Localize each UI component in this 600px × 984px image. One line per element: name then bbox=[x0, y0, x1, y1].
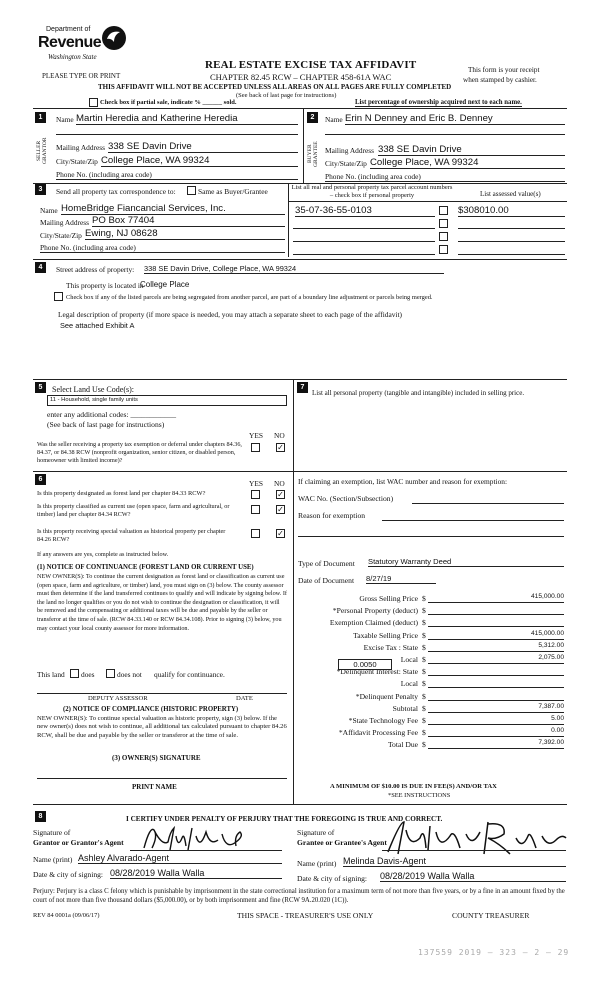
section-5-number: 5 bbox=[35, 382, 46, 393]
assessed-value-1[interactable]: $308010.00 bbox=[458, 205, 565, 217]
section-6-number: 6 bbox=[35, 474, 46, 485]
s8-grantor-name-label: Name (print) bbox=[33, 855, 73, 864]
s6-q2-yes-checkbox[interactable] bbox=[251, 505, 260, 514]
receipt-note-2: when stamped by cashier. bbox=[463, 76, 537, 84]
s7-minimum-note: A MINIMUM OF $10.00 IS DUE IN FEE(S) AND/OR TAX bbox=[330, 783, 497, 790]
s4-street-label: Street address of property: bbox=[56, 265, 135, 274]
section-3-number: 3 bbox=[35, 184, 46, 195]
s1-mailing-value[interactable]: 338 SE Davin Drive bbox=[108, 141, 298, 153]
form-chapter: CHAPTER 82.45 RCW – CHAPTER 458-61A WAC bbox=[210, 72, 392, 82]
s7-doc-date-label: Date of Document bbox=[298, 576, 355, 585]
fee-row-dollar: $ bbox=[422, 716, 426, 725]
s8-grantee-name[interactable]: Melinda Davis-Agent bbox=[343, 856, 566, 867]
fee-row-dollar: $ bbox=[422, 728, 426, 737]
ownership-note: List percentage of ownership acquired next to each name. bbox=[355, 99, 522, 106]
s5-no-label: NO bbox=[274, 431, 285, 440]
fee-row-amount[interactable]: 0.00 bbox=[428, 727, 564, 737]
s7-doc-type-label: Type of Document bbox=[298, 559, 355, 568]
fee-row-dollar: $ bbox=[422, 631, 426, 640]
local-rate-value: 0.0050 bbox=[353, 660, 377, 669]
fee-row-label: Local bbox=[400, 655, 418, 664]
fee-row-dollar: $ bbox=[422, 618, 426, 627]
s4-located-value[interactable]: College Place bbox=[140, 280, 190, 289]
section-1-number: 1 bbox=[35, 112, 46, 123]
s6-print-name-label: PRINT NAME bbox=[132, 783, 177, 791]
s4-segregated-label: Check box if any of the listed parcels are being segregated from another parcel, are part of a boundary line adjustment or parcels being merged. bbox=[66, 294, 433, 301]
s3-mailing-label: Mailing Address bbox=[40, 218, 90, 227]
s4-street-value[interactable]: 338 SE Davin Drive, College Place, WA 99324 bbox=[144, 264, 444, 274]
s6-qualify: qualify for continuance. bbox=[154, 670, 225, 679]
grantee-signature[interactable] bbox=[380, 818, 570, 858]
s7-reason-line-2 bbox=[298, 536, 564, 537]
same-as-buyer-label: Same as Buyer/Grantee bbox=[198, 187, 268, 196]
s6-no-label: NO bbox=[274, 479, 285, 488]
fee-row-label: *Affidavit Processing Fee bbox=[338, 728, 418, 737]
s7-doc-date-value[interactable]: 8/27/19 bbox=[366, 574, 436, 584]
s2-phone-label: Phone No. (including area code) bbox=[325, 172, 565, 182]
s1-name-value[interactable]: Martin Heredia and Katherine Heredia bbox=[76, 113, 298, 125]
s6-notice1-title: (1) NOTICE OF CONTINUANCE (FOREST LAND OR CURRENT USE) bbox=[37, 564, 254, 571]
personal-property-checkbox-4[interactable] bbox=[439, 245, 448, 254]
sec3-parcel-divider bbox=[288, 183, 289, 257]
s8-grantor-sig-label-2: Grantor or Grantor's Agent bbox=[33, 838, 124, 847]
s6-q1: Is this property designated as forest land per chapter 84.33 RCW? bbox=[37, 490, 206, 497]
s6-q3: Is this property receiving special valuation as historical property per chapter 84.26 RCW? bbox=[37, 528, 226, 543]
parcel-line-2 bbox=[293, 228, 435, 229]
fee-row-label: Taxable Selling Price bbox=[353, 631, 418, 640]
sec12-divider bbox=[303, 108, 304, 184]
s6-notice2-body: NEW OWNER(S): To continue special valuation as historic property, sign (3) below. If the new owner(s) does not wish to continue, all additional tax calculated pursuant to chapter 84.26 RCW, shall be due and payable by the seller or transferor at the time of sale. bbox=[37, 715, 287, 739]
s3-send-label: Send all property tax correspondence to: bbox=[56, 187, 176, 196]
s4-located-label: This property is located in bbox=[66, 281, 144, 290]
buyer-grantee-label: BUYER GRANTEE bbox=[307, 141, 319, 167]
fee-row-dollar: $ bbox=[422, 667, 426, 676]
fee-row-amount[interactable]: 2,075.00 bbox=[428, 654, 564, 664]
s5-additional-label: enter any additional codes: ____________ bbox=[47, 410, 177, 419]
s7-reason-line bbox=[382, 520, 564, 521]
fee-row-amount[interactable] bbox=[428, 617, 564, 627]
fee-row-dollar: $ bbox=[422, 643, 426, 652]
fee-row-dollar: $ bbox=[422, 740, 426, 749]
s8-grantor-date[interactable]: 08/28/2019 Walla Walla bbox=[110, 868, 282, 879]
s1-mailing-label: Mailing Address bbox=[56, 143, 106, 152]
fee-row-dollar: $ bbox=[422, 655, 426, 664]
s7-exemption-claim: If claiming an exemption, list WAC number and reason for exemption: bbox=[298, 477, 508, 486]
s1-city-value[interactable]: College Place, WA 99324 bbox=[101, 155, 298, 167]
s3-mailing-value[interactable]: PO Box 77404 bbox=[92, 215, 285, 227]
county-treasurer: COUNTY TREASURER bbox=[452, 911, 530, 920]
s6-q2: Is this property classified as current use (open space, farm and agricultural, or timber) land per chapter 84.34 RCW? bbox=[37, 503, 230, 518]
assessed-line-2 bbox=[458, 228, 565, 229]
s5-see-back: (See back of last page for instructions) bbox=[47, 420, 165, 429]
s5-land-use-label: Select Land Use Code(s): bbox=[52, 385, 134, 394]
s6-q3-yes-checkbox[interactable] bbox=[251, 529, 260, 538]
s7-doc-type-value[interactable]: Statutory Warranty Deed bbox=[368, 557, 564, 567]
s8-grantor-sig-label-1: Signature of bbox=[33, 828, 71, 837]
section-4-number: 4 bbox=[35, 262, 46, 273]
local-rate-box[interactable] bbox=[338, 659, 392, 670]
s8-grantee-date[interactable]: 08/28/2019 Walla Walla bbox=[380, 871, 566, 882]
s8-grantor-date-label: Date & city of signing: bbox=[33, 870, 104, 879]
section-8-number: 8 bbox=[35, 811, 46, 822]
s8-certify: I CERTIFY UNDER PENALTY OF PERJURY THAT THE FOREGOING IS TRUE AND CORRECT. bbox=[126, 815, 443, 823]
s6-assessor-line bbox=[37, 693, 287, 694]
parcel-header: List all real and personal property tax parcel account numbers – check box if personal property bbox=[291, 184, 453, 199]
s6-deputy-label: DEPUTY ASSESSOR bbox=[88, 695, 148, 702]
dor-swirl-icon bbox=[100, 24, 128, 52]
s7-personal-property: List all personal property (tangible and intangible) included in selling price. bbox=[312, 389, 525, 397]
sec6-top-rule bbox=[33, 471, 293, 472]
dept-line2: Revenue bbox=[38, 34, 102, 51]
sec8-top-rule bbox=[33, 804, 567, 805]
s8-perjury: Perjury: Perjury is a class C felony which is punishable by imprisonment in the state correctional institution for a maximum term of not more than five years, or by a fine in an amount fixed by the court of not more than five thousand dollars ($5,000.00), or by both imprisonment and fine (RCW 9A.20.020 (1C)). bbox=[33, 888, 565, 904]
s6-yes-label: YES bbox=[249, 479, 263, 488]
s6-does-checkbox[interactable] bbox=[70, 669, 79, 678]
fee-row-amount[interactable]: 415,000.00 bbox=[428, 630, 564, 640]
s2-city-value[interactable]: College Place, WA 99324 bbox=[370, 157, 565, 169]
same-as-buyer-checkbox[interactable] bbox=[187, 186, 196, 195]
top-rule bbox=[33, 108, 567, 109]
s8-grantee-date-label: Date & city of signing: bbox=[297, 874, 368, 883]
s1-name-label: Name bbox=[56, 115, 74, 124]
fee-row-amount[interactable]: 7,387.00 bbox=[428, 703, 564, 713]
s6-q1-no-checkbox[interactable]: ✓ bbox=[277, 490, 284, 499]
fee-row-amount[interactable]: 7,392.00 bbox=[428, 739, 564, 749]
fee-row-amount[interactable] bbox=[428, 691, 564, 701]
sec5-top-rule bbox=[33, 379, 567, 380]
personal-property-checkbox-1[interactable] bbox=[439, 206, 448, 215]
s6-does-not-checkbox[interactable] bbox=[106, 669, 115, 678]
grantor-sig-line bbox=[130, 850, 282, 851]
recording-stamp: 137559 2019 — 323 — 2 — 29 bbox=[418, 948, 570, 957]
personal-property-checkbox-3[interactable] bbox=[439, 232, 448, 241]
fee-row-amount[interactable]: 415,000.00 bbox=[428, 593, 564, 603]
s3-phone-label: Phone No. (including area code) bbox=[40, 243, 285, 253]
s6-q3-no-checkbox[interactable]: ✓ bbox=[277, 529, 284, 538]
s6-q2-no-checkbox[interactable]: ✓ bbox=[277, 505, 284, 514]
s8-grantor-name[interactable]: Ashley Alvarado-Agent bbox=[78, 853, 282, 864]
s2-mailing-label: Mailing Address bbox=[325, 146, 375, 155]
s7-wac-label: WAC No. (Section/Subsection) bbox=[298, 494, 394, 503]
land-use-value: 11 - Household, single family units bbox=[50, 397, 138, 403]
receipt-note-1: This form is your receipt bbox=[468, 66, 540, 74]
section-2-number: 2 bbox=[307, 112, 318, 123]
fee-row-label: Subtotal bbox=[392, 704, 418, 713]
fee-row-label: *Delinquent Interest: State bbox=[336, 667, 418, 676]
fee-row-label: Gross Selling Price bbox=[359, 594, 418, 603]
fee-row-amount[interactable] bbox=[428, 605, 564, 615]
partial-sale-checkbox[interactable] bbox=[89, 98, 98, 107]
fee-row-dollar: $ bbox=[422, 594, 426, 603]
accept-notice: THIS AFFIDAVIT WILL NOT BE ACCEPTED UNLESS ALL AREAS ON ALL PAGES ARE FULLY COMPLETED bbox=[98, 83, 452, 91]
fee-row-amount[interactable]: 5.00 bbox=[428, 715, 564, 725]
see-back: (See back of last page for instructions) bbox=[236, 92, 337, 99]
s5-exemption-question: Was the seller receiving a property tax exemption or deferral under chapters 84.36, 84.37, or 84.38 RCW (nonprofit organization, senior citizen, or disabled person, homeowner with limited income)? bbox=[37, 441, 242, 464]
seller-grantor-label: SELLER GRANTOR bbox=[36, 137, 48, 165]
dept-line3: Washington State bbox=[48, 53, 97, 61]
assessed-header: List assessed value(s) bbox=[480, 190, 541, 198]
s6-notice2-title: (2) NOTICE OF COMPLIANCE (HISTORIC PROPERTY) bbox=[63, 706, 239, 713]
assessed-line-4 bbox=[458, 254, 565, 255]
s1-phone-label: Phone No. (including area code) bbox=[56, 170, 298, 180]
fee-row-dollar: $ bbox=[422, 692, 426, 701]
assessed-line-3 bbox=[458, 241, 565, 242]
s1-name-line2 bbox=[56, 134, 298, 135]
s8-grantee-sig-label-1: Signature of bbox=[297, 828, 335, 837]
personal-property-checkbox-2[interactable] bbox=[439, 219, 448, 228]
s6-does-not-label: does not bbox=[117, 670, 142, 679]
treasurer-use: THIS SPACE - TREASURER'S USE ONLY bbox=[237, 911, 374, 920]
fee-row-dollar: $ bbox=[422, 704, 426, 713]
fee-row-dollar: $ bbox=[422, 679, 426, 688]
s1-city-label: City/State/Zip bbox=[56, 157, 98, 166]
s6-does-label: does bbox=[81, 670, 95, 679]
s7-exemption-top-rule bbox=[293, 471, 567, 472]
s6-this-land: This land bbox=[37, 670, 65, 679]
s7-reason-label: Reason for exemption bbox=[298, 511, 366, 520]
s2-name-line2 bbox=[325, 134, 565, 135]
s2-name-value[interactable]: Erin N Denney and Eric B. Denney bbox=[345, 113, 565, 125]
segregated-checkbox[interactable] bbox=[54, 292, 63, 301]
s3-name-value[interactable]: HomeBridge Fiancancial Services, Inc. bbox=[61, 203, 285, 215]
land-use-select[interactable] bbox=[47, 395, 287, 406]
parcel-line-4 bbox=[293, 254, 435, 255]
fee-row-label: Local bbox=[400, 679, 418, 688]
s6-q1-yes-checkbox[interactable] bbox=[251, 490, 260, 499]
fee-row-amount[interactable]: 5,312.00 bbox=[428, 642, 564, 652]
s3-city-value[interactable]: Ewing, NJ 08628 bbox=[85, 228, 285, 240]
s6-if-yes: If any answers are yes, complete as instructed below. bbox=[37, 551, 169, 558]
partial-sale-label: Check box if partial sale, indicate % ______ sold. bbox=[100, 99, 237, 106]
grantee-sig-line bbox=[382, 850, 566, 851]
s6-date-label: DATE bbox=[236, 695, 253, 702]
s3-name-label: Name bbox=[40, 206, 58, 215]
fee-row-amount[interactable] bbox=[428, 678, 564, 688]
s2-city-label: City/State/Zip bbox=[325, 159, 367, 168]
fee-row-label: Total Due bbox=[387, 740, 418, 749]
s3-city-label: City/State/Zip bbox=[40, 231, 82, 240]
s7-wac-line bbox=[412, 503, 564, 504]
s5-yes-label: YES bbox=[249, 431, 263, 440]
parcel-line-3 bbox=[293, 241, 435, 242]
s5-exemption-no-checkbox[interactable]: ✓ bbox=[277, 443, 284, 452]
sec4-top-rule bbox=[33, 259, 567, 260]
section-7-number: 7 bbox=[297, 382, 308, 393]
s6-owner-sig-line bbox=[37, 778, 287, 779]
s4-legal-value[interactable]: See attached Exhibit A bbox=[60, 321, 135, 330]
fee-row-label: Exemption Claimed (deduct) bbox=[329, 618, 418, 627]
fee-row-label: Excise Tax : State bbox=[363, 643, 418, 652]
parcel-number-1[interactable]: 35-07-36-55-0103 bbox=[295, 205, 435, 217]
please-type: PLEASE TYPE OR PRINT bbox=[42, 72, 121, 80]
dept-line1: Department of bbox=[46, 26, 91, 33]
s6-notice1-body: NEW OWNER(S): To continue the current designation as forest land or classification as current use (open space, farm and agriculture, or timber) land, you must sign on (3) below. The county assessor must then determine if the land transferred continues to qualify and will indicate by signing below. If the land no longer qualifies or you do not wish to continue the designation or classification, it will be removed and the compensating or additional taxes will be due and payable by the seller or transferor at the time of sale. (RCW 84.33.140 or RCW 84.34.108). Prior to signing (3) below, you may contact your local county assessor for more information. bbox=[37, 573, 287, 632]
s8-grantee-sig-label-2: Grantee or Grantee's Agent bbox=[297, 838, 387, 847]
s6-owner-sig-label: (3) OWNER(S) SIGNATURE bbox=[112, 754, 201, 762]
fee-row-dollar: $ bbox=[422, 606, 426, 615]
s8-grantee-name-label: Name (print) bbox=[297, 859, 337, 868]
parcel-header-rule bbox=[288, 201, 567, 202]
fee-row-label: *State Technology Fee bbox=[348, 716, 418, 725]
s2-name-label: Name bbox=[325, 115, 343, 124]
s2-mailing-value[interactable]: 338 SE Davin Drive bbox=[378, 144, 565, 156]
fee-row-label: *Delinquent Penalty bbox=[355, 692, 418, 701]
form-title: REAL ESTATE EXCISE TAX AFFIDAVIT bbox=[205, 59, 417, 71]
s5-exemption-yes-checkbox[interactable] bbox=[251, 443, 260, 452]
fee-row-amount[interactable] bbox=[428, 666, 564, 676]
form-id: REV 84 0001a (09/06/17) bbox=[33, 912, 100, 919]
s4-legal-label: Legal description of property (if more space is needed, you may attach a separate sheet to each page of the affidavit) bbox=[58, 310, 402, 319]
fee-row-label: *Personal Property (deduct) bbox=[332, 606, 418, 615]
dor-logo bbox=[36, 24, 131, 68]
s7-see-instructions: *SEE INSTRUCTIONS bbox=[388, 792, 451, 799]
